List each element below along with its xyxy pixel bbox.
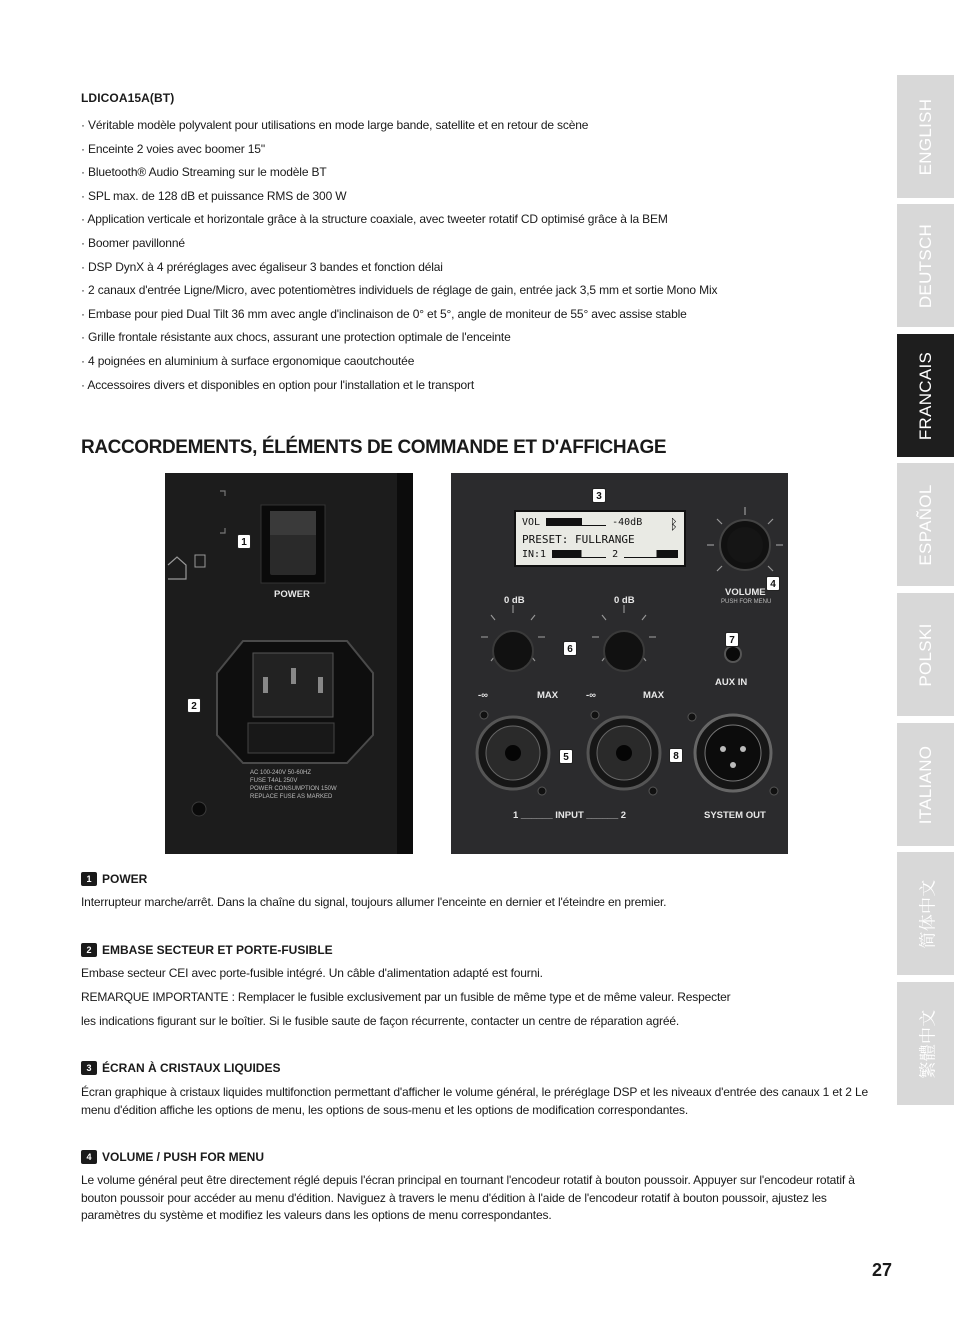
item-title: EMBASE SECTEUR ET PORTE-FUSIBLE bbox=[102, 943, 333, 957]
tab-simplified-chinese[interactable] bbox=[897, 852, 954, 975]
lcd-input2-meter bbox=[624, 550, 678, 558]
item-description: Le volume général peut être directement réglé depuis l'écran principal en tournant l'encodeur rotatif à bouton poussoir. Appuyer sur l'encodeur rotatif à bouton poussoir pour accéder au menu d'édition. Naviguez à travers le menu d'édition à l'aide de l'encodeur rotatif à bouton poussoir, ajustez les paramètres du système et modifiez les valeurs dans les options de menu correspondantes. bbox=[81, 1173, 855, 1222]
callout-6: 6 bbox=[563, 641, 577, 656]
lcd-input-label: IN:1 bbox=[522, 549, 547, 560]
item-heading bbox=[81, 1061, 280, 1075]
lcd-display bbox=[514, 510, 686, 567]
item-description: Écran graphique à cristaux liquides multifonction permettant d'afficher le volume général, le préréglage DSP et les niveaux d'entrée des canaux 1 et 2 Le menu d'édition affiche les options de menu, les options de sous-menu et les options de modification correspondantes. bbox=[81, 1085, 869, 1117]
item-heading bbox=[81, 872, 147, 886]
gain2-max-label: MAX bbox=[643, 690, 665, 701]
feature-item: · 2 canaux d'entrée Ligne/Micro, avec potentiomètres individuels de réglage de gain, entrée jack 3,5 mm et sortie Mono Mix bbox=[81, 283, 718, 298]
tab-polski[interactable] bbox=[897, 593, 954, 716]
item-heading bbox=[81, 1150, 264, 1164]
callout-4: 4 bbox=[766, 576, 780, 591]
system-out-label: SYSTEM OUT bbox=[704, 810, 766, 821]
model-title: LDICOA15A(BT) bbox=[81, 91, 175, 105]
tab-francais[interactable] bbox=[897, 334, 954, 457]
gain1-top-label: 0 dB bbox=[504, 595, 525, 606]
gain2-top-label: 0 dB bbox=[614, 595, 635, 606]
item-description: Embase secteur CEI avec porte-fusible intégré. Un câble d'alimentation adapté est fourni. bbox=[81, 966, 543, 980]
callout-8: 8 bbox=[669, 748, 683, 763]
feature-item: · Bluetooth® Audio Streaming sur le modèle BT bbox=[81, 165, 327, 180]
item-number-badge: 1 bbox=[81, 872, 97, 886]
item-number-badge: 3 bbox=[81, 1061, 97, 1075]
item-description: les indications figurant sur le boîtier. Si le fusible saute de façon récurrente, contacter un centre de réparation agréé. bbox=[81, 1014, 680, 1028]
power-panel-photo bbox=[165, 473, 413, 854]
callout-5: 5 bbox=[559, 749, 573, 764]
section-title: RACCORDEMENTS, ÉLÉMENTS DE COMMANDE ET D'AFFICHAGE bbox=[81, 437, 667, 458]
feature-item: · Enceinte 2 voies avec boomer 15" bbox=[81, 141, 265, 156]
feature-list bbox=[81, 114, 717, 397]
callout-7: 7 bbox=[725, 632, 739, 647]
gain1-max-label: MAX bbox=[537, 690, 559, 701]
feature-item: · 4 poignées en aluminium à surface ergonomique caoutchoutée bbox=[81, 353, 415, 368]
tab-english[interactable] bbox=[897, 75, 954, 198]
input-label: 1 ______ INPUT ______ 2 bbox=[513, 810, 627, 821]
feature-item: · Application verticale et horizontale grâce à la structure coaxiale, avec tweeter rotatif CD optimisé grâce à la BEM bbox=[81, 212, 668, 227]
tab-label: 繁體中文 bbox=[918, 1008, 937, 1079]
item-description: REMARQUE IMPORTANTE : Remplacer le fusible exclusivement par un fusible de même type et de même valeur. Respecter bbox=[81, 990, 731, 1004]
tab-label: POLSKI bbox=[915, 622, 935, 687]
tab-label: FRANCAIS bbox=[915, 351, 935, 440]
volume-sub-label: PUSH FOR MENU bbox=[721, 599, 772, 605]
callout-3: 3 bbox=[592, 488, 606, 503]
callout-1: 1 bbox=[237, 534, 251, 549]
lcd-vol-label: VOL bbox=[522, 517, 541, 528]
lcd-input2-label: 2 bbox=[612, 549, 619, 560]
item-number-badge: 2 bbox=[81, 943, 97, 957]
aux-in-label: AUX IN bbox=[715, 677, 748, 688]
callout-2: 2 bbox=[187, 698, 201, 713]
tab-label: DEUTSCH bbox=[915, 223, 935, 308]
feature-item: · Accessoires divers et disponibles en option pour l'installation et le transport bbox=[81, 377, 475, 392]
volume-label: VOLUME bbox=[725, 587, 766, 598]
lcd-volume-bar bbox=[546, 518, 606, 526]
page-number: 27 bbox=[872, 1260, 893, 1280]
lcd-input1-meter bbox=[552, 550, 606, 558]
fuse-spec-line: AC 100-240V 50-60HZ bbox=[250, 770, 312, 776]
feature-item: · Boomer pavillonné bbox=[81, 235, 185, 250]
fuse-spec-line: REPLACE FUSE AS MARKED bbox=[250, 794, 333, 800]
tab-italiano[interactable] bbox=[897, 723, 954, 846]
item-title: POWER bbox=[102, 872, 148, 886]
tab-label: 简体中文 bbox=[918, 878, 937, 949]
lcd-volume-value: -40dB bbox=[612, 517, 643, 528]
lcd-preset: PRESET: FULLRANGE bbox=[522, 533, 635, 546]
power-label: POWER bbox=[274, 589, 310, 600]
feature-item: · Véritable modèle polyvalent pour utilisations en mode large bande, satellite et en retour de scène bbox=[81, 118, 589, 132]
tab-label: ITALIANO bbox=[915, 745, 935, 824]
item-title: VOLUME / PUSH FOR MENU bbox=[102, 1150, 265, 1164]
fuse-spec-line: FUSE T4AL 250V bbox=[250, 778, 298, 784]
control-panel-photo bbox=[451, 473, 788, 854]
tab-label: ENGLISH bbox=[915, 98, 935, 175]
bluetooth-icon: ᛒ bbox=[669, 517, 678, 533]
item-number-badge: 4 bbox=[81, 1150, 97, 1164]
item-description: Interrupteur marche/arrêt. Dans la chaîne du signal, toujours allumer l'enceinte en dernier et l'éteindre en premier. bbox=[81, 895, 667, 909]
feature-item: · DSP DynX à 4 préréglages avec égaliseur 3 bandes et fonction délai bbox=[81, 259, 443, 274]
item-title: ÉCRAN À CRISTAUX LIQUIDES bbox=[102, 1061, 281, 1075]
gain1-min-label: -∞ bbox=[478, 690, 488, 701]
tab-label: ESPAÑOL bbox=[915, 483, 935, 566]
item-heading bbox=[81, 943, 333, 957]
fuse-spec-line: POWER CONSUMPTION 150W bbox=[250, 786, 337, 792]
feature-item: · Embase pour pied Dual Tilt 36 mm avec angle d'inclinaison de 0° et 5°, angle de moniteur de 55° avec assise stable bbox=[81, 306, 687, 321]
tab-deutsch[interactable] bbox=[897, 204, 954, 327]
feature-item: · Grille frontale résistante aux chocs, assurant une protection optimale de l'enceinte bbox=[81, 330, 511, 345]
feature-item: · SPL max. de 128 dB et puissance RMS de 300 W bbox=[81, 188, 347, 203]
gain2-min-label: -∞ bbox=[586, 690, 596, 701]
tab-espanol[interactable] bbox=[897, 463, 954, 586]
tab-traditional-chinese[interactable] bbox=[897, 982, 954, 1105]
